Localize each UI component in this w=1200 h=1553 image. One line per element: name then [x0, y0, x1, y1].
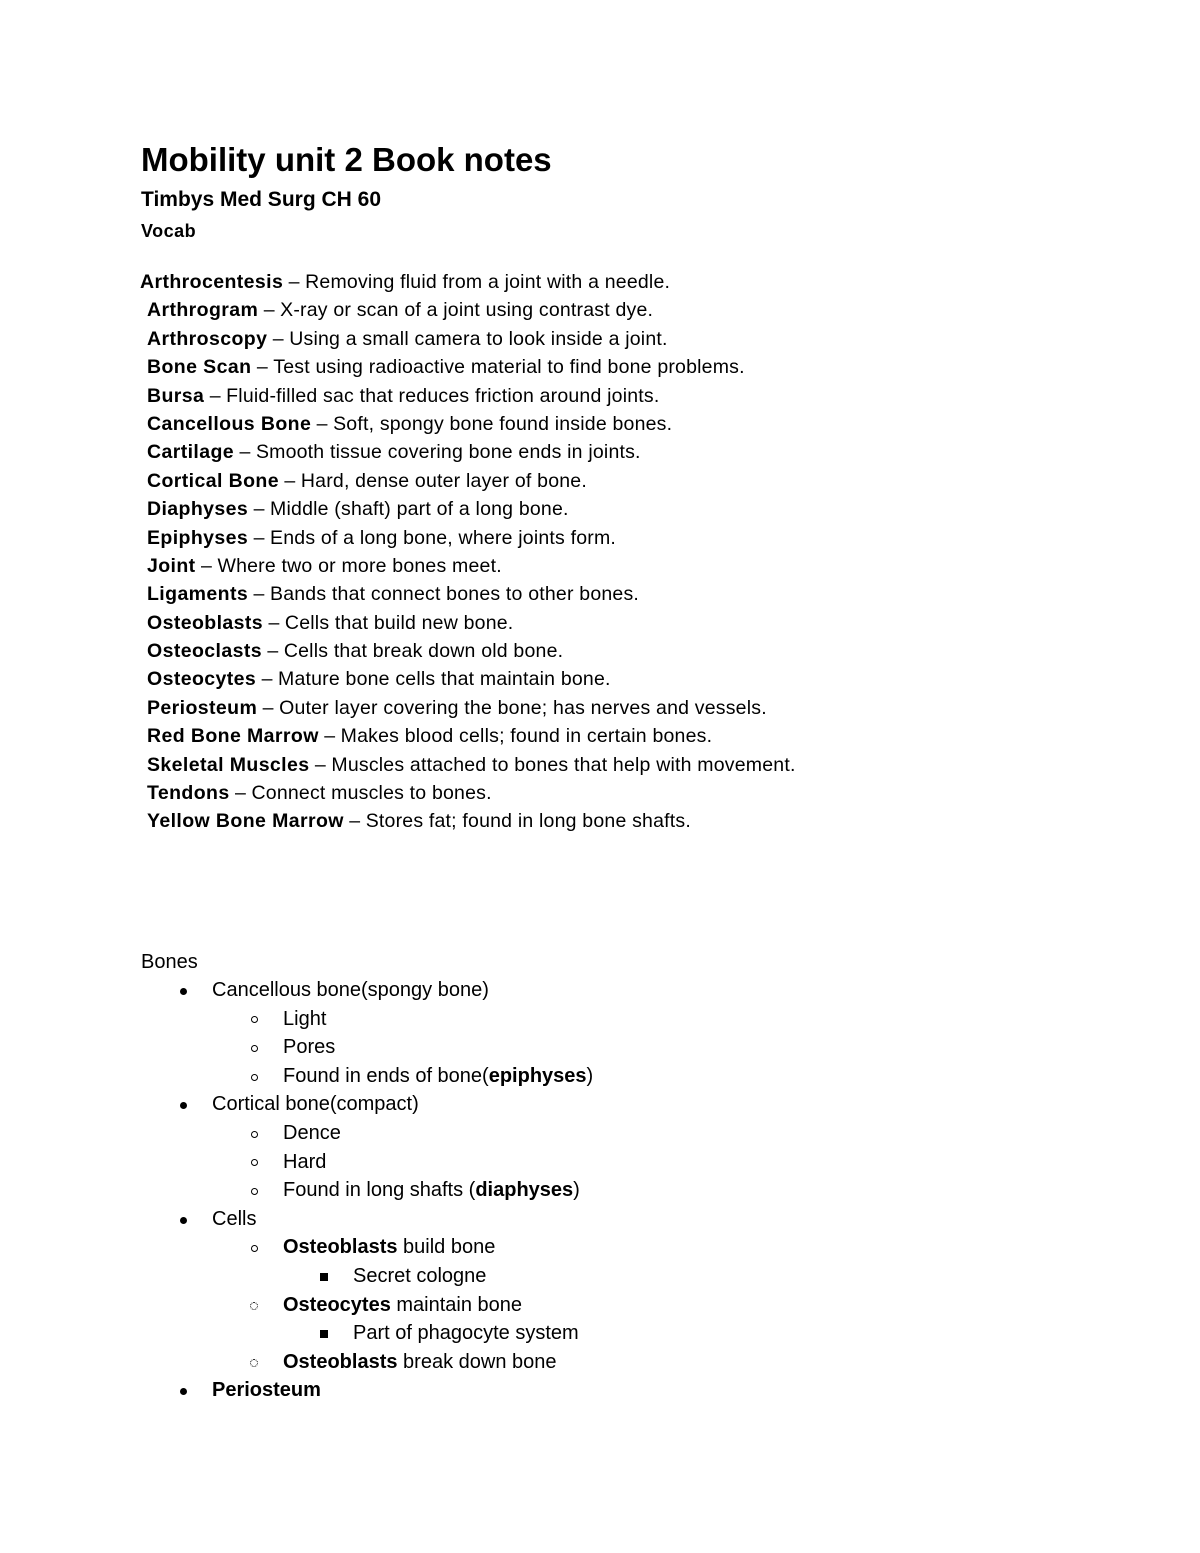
- vocab-definition: Bands that connect bones to other bones.: [270, 583, 640, 606]
- bullet-filled-icon: [175, 1205, 191, 1234]
- vocab-dash: –: [262, 696, 274, 719]
- vocab-definition: Outer layer covering the bone; has nerves and vessels.: [279, 696, 767, 719]
- vocab-item: [140, 779, 796, 807]
- vocab-definition: Fluid-filled sac that reduces friction around joints.: [226, 384, 660, 407]
- vocab-dash: –: [272, 327, 284, 350]
- vocab-dash: –: [314, 753, 326, 776]
- list-item: [0, 1090, 1200, 1119]
- page-title: Mobility unit 2 Book notes: [141, 141, 552, 178]
- vocab-dash: –: [235, 782, 247, 805]
- outline-text: [212, 1376, 321, 1405]
- list-item: [0, 1348, 1200, 1377]
- outline-text: Pores: [283, 1036, 336, 1059]
- bullet-hollow-icon: [246, 1233, 262, 1262]
- vocab-term: Arthrocentesis: [140, 271, 284, 293]
- vocab-dash: –: [209, 384, 221, 407]
- bullet-dotted-icon: [246, 1291, 262, 1320]
- vocab-dash: –: [253, 526, 265, 549]
- outline-text: Cancellous bone(spongy bone): [212, 979, 489, 1001]
- outline-text: [283, 1233, 495, 1262]
- vocab-dash: –: [349, 810, 361, 833]
- outline-text: Part of phagocyte system: [353, 1322, 579, 1345]
- list-item: [0, 1376, 1200, 1405]
- vocab-definition: Cells that break down old bone.: [283, 640, 564, 663]
- list-item: [0, 1262, 1200, 1291]
- bold-term: Osteoblasts: [283, 1236, 398, 1259]
- list-item: [0, 1148, 1200, 1177]
- bold-term: diaphyses: [475, 1179, 574, 1202]
- vocab-heading: Vocab: [141, 221, 197, 241]
- outline-text: Light: [283, 1007, 327, 1030]
- bold-term: Osteocytes: [283, 1293, 391, 1316]
- vocab-dash: –: [253, 498, 265, 521]
- vocab-item: [140, 609, 796, 637]
- vocab-definition: Smooth tissue covering bone ends in joints.: [255, 441, 641, 464]
- vocab-dash: –: [201, 554, 213, 577]
- vocab-definition: Connect muscles to bones.: [251, 782, 492, 805]
- vocab-item: [140, 410, 796, 438]
- list-item: [0, 1062, 1200, 1091]
- list-item: [0, 1291, 1200, 1320]
- vocab-term: Cancellous Bone: [147, 412, 312, 435]
- outline-text: [283, 1176, 580, 1205]
- list-item: [0, 1205, 1200, 1234]
- vocab-term: Skeletal Muscles: [147, 753, 310, 776]
- vocab-term: Cartilage: [147, 441, 235, 464]
- bold-term: epiphyses: [488, 1064, 587, 1087]
- vocab-definition: Soft, spongy bone found inside bones.: [333, 412, 673, 435]
- bullet-filled-icon: [175, 1090, 191, 1119]
- vocab-dash: –: [324, 725, 336, 748]
- text-fragment: ): [573, 1179, 580, 1202]
- vocab-term: Bone Scan: [147, 356, 252, 379]
- text-fragment: break down bone: [397, 1350, 557, 1373]
- vocab-dash: –: [267, 640, 279, 663]
- outline-text: Cortical bone(compact): [212, 1093, 419, 1116]
- vocab-term: Osteoblasts: [147, 611, 264, 634]
- vocab-term: Joint: [147, 554, 196, 577]
- vocab-term: Arthroscopy: [147, 327, 268, 350]
- list-item: [0, 976, 1200, 1005]
- list-item: [0, 1319, 1200, 1348]
- outline-text: [283, 1291, 522, 1320]
- vocab-definition: Using a small camera to look inside a joint.: [289, 327, 668, 350]
- bullet-filled-icon: [175, 976, 191, 1005]
- vocab-item: [140, 268, 796, 296]
- bold-term: Periosteum: [212, 1379, 321, 1402]
- outline-text: Dence: [283, 1121, 341, 1144]
- page-subtitle: Timbys Med Surg CH 60: [141, 188, 382, 211]
- vocab-term: Periosteum: [147, 696, 258, 719]
- list-item: [0, 1233, 1200, 1262]
- vocab-definition: Makes blood cells; found in certain bones.: [340, 725, 713, 748]
- bullet-hollow-icon: [246, 1119, 262, 1148]
- vocab-term: Diaphyses: [147, 498, 249, 521]
- vocab-item: [140, 524, 796, 552]
- text-fragment: Found in long shafts (: [283, 1179, 476, 1202]
- vocab-term: Yellow Bone Marrow: [147, 810, 344, 833]
- vocab-dash: –: [261, 668, 273, 691]
- vocab-definition: X-ray or scan of a joint using contrast dye.: [280, 299, 654, 322]
- vocab-item: [140, 722, 796, 750]
- vocab-item: [140, 382, 796, 410]
- vocab-definition: Mature bone cells that maintain bone.: [278, 668, 611, 691]
- vocab-term: Epiphyses: [147, 526, 249, 549]
- vocab-item: [140, 694, 796, 722]
- vocab-list: [140, 268, 796, 836]
- vocab-term: Ligaments: [147, 583, 249, 606]
- vocab-item: [140, 438, 796, 466]
- vocab-item: [140, 751, 796, 779]
- vocab-definition: Test using radioactive material to find bone problems.: [273, 356, 745, 379]
- list-item: [0, 1033, 1200, 1062]
- vocab-definition: Cells that build new bone.: [284, 611, 514, 634]
- list-item: [0, 1005, 1200, 1034]
- vocab-definition: Stores fat; found in long bone shafts.: [365, 810, 691, 833]
- vocab-dash: –: [263, 299, 275, 322]
- text-fragment: maintain bone: [390, 1293, 523, 1316]
- bullet-dotted-icon: [246, 1348, 262, 1377]
- outline-text: Secret cologne: [353, 1264, 487, 1287]
- outline-text: Hard: [283, 1150, 327, 1173]
- vocab-item: [140, 353, 796, 381]
- vocab-item: [140, 637, 796, 665]
- vocab-item: [140, 580, 796, 608]
- bullet-hollow-icon: [246, 1062, 262, 1091]
- vocab-term: Osteoclasts: [147, 640, 262, 663]
- vocab-definition: Ends of a long bone, where joints form.: [270, 526, 617, 549]
- vocab-dash: –: [284, 469, 296, 492]
- vocab-item: [140, 296, 796, 324]
- text-fragment: Found in ends of bone(: [283, 1064, 489, 1087]
- outline-text: [283, 1062, 593, 1091]
- outline-text: [283, 1348, 557, 1377]
- vocab-definition: Removing fluid from a joint with a needle.: [305, 271, 671, 293]
- bullet-hollow-icon: [246, 1033, 262, 1062]
- bullet-hollow-icon: [246, 1005, 262, 1034]
- vocab-item: [140, 807, 796, 835]
- vocab-item: [140, 325, 796, 353]
- vocab-term: Cortical Bone: [147, 469, 279, 492]
- vocab-term: Bursa: [147, 384, 205, 407]
- text-fragment: build bone: [397, 1236, 496, 1259]
- vocab-dash: –: [316, 412, 328, 435]
- vocab-definition: Where two or more bones meet.: [217, 554, 502, 577]
- vocab-definition: Muscles attached to bones that help with movement.: [331, 753, 796, 776]
- outline-text: Cells: [212, 1207, 257, 1230]
- bones-outline: [0, 976, 1200, 1405]
- vocab-item: [140, 552, 796, 580]
- vocab-dash: –: [253, 583, 265, 606]
- vocab-dash: –: [239, 441, 251, 464]
- vocab-term: Red Bone Marrow: [147, 725, 319, 748]
- bullet-filled-icon: [175, 1376, 191, 1405]
- vocab-item: [140, 665, 796, 693]
- bold-term: Osteoblasts: [283, 1350, 398, 1373]
- bones-heading: Bones: [141, 951, 198, 973]
- vocab-dash: –: [288, 271, 300, 293]
- vocab-item: [140, 495, 796, 523]
- list-item: [0, 1176, 1200, 1205]
- vocab-term: Arthrogram: [147, 299, 259, 322]
- bullet-hollow-icon: [246, 1148, 262, 1177]
- bullet-square-icon: [316, 1319, 332, 1348]
- vocab-term: Tendons: [147, 782, 230, 805]
- vocab-definition: Hard, dense outer layer of bone.: [300, 469, 587, 492]
- vocab-dash: –: [268, 611, 280, 634]
- bullet-hollow-icon: [246, 1176, 262, 1205]
- list-item: [0, 1119, 1200, 1148]
- vocab-definition: Middle (shaft) part of a long bone.: [270, 498, 569, 521]
- vocab-item: [140, 467, 796, 495]
- bullet-square-icon: [316, 1262, 332, 1291]
- vocab-dash: –: [256, 356, 268, 379]
- text-fragment: ): [586, 1064, 594, 1087]
- vocab-term: Osteocytes: [147, 668, 257, 691]
